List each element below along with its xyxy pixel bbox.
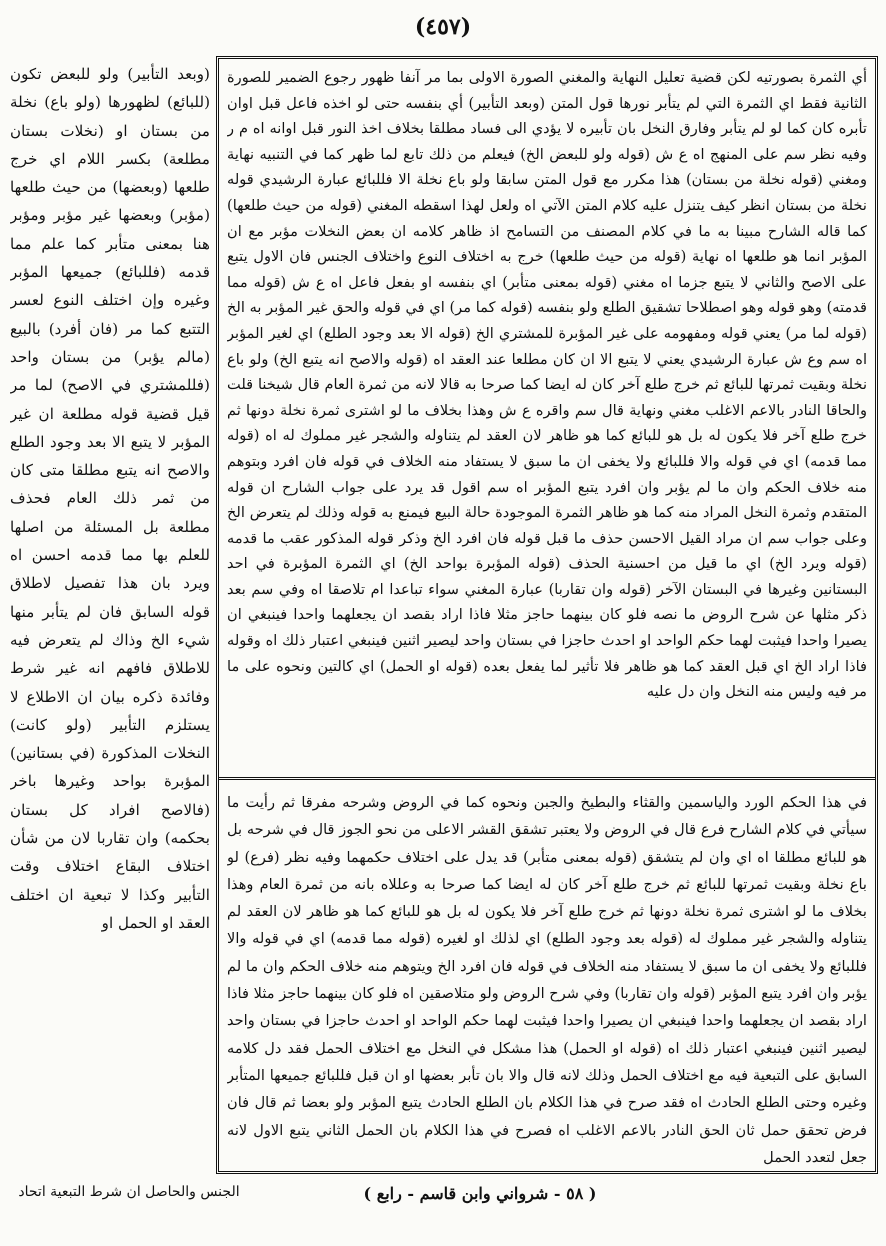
main-text-frame [216,56,878,1174]
main-commentary-bottom [227,789,867,1169]
footer-catchword: الجنس والحاصل ان شرط التبعية اتحاد [18,1184,240,1200]
footer-signature: ( ٥٨ - شرواني وابن قاسم - رابع ) [363,1184,597,1203]
main-bottom-text: في هذا الحكم الورد والياسمين والقثاء والبطيخ والجبن ونحوه كما في الروض وشرحه مفرقا ثم رأيت ما سيأتي في كلام الشارح فرع قال في الروض ولا يعتبر تشقق القشر الاعلى من نحو الجوز قال في شرحه بل هو للبائع مطلقا اه اي وان لم يتشقق (قوله بمعنى متأبر) قد يدل على اختلاف حكمهما وفيه نظر (فرع) لو باع نخلة وبقيت ثمرتها للبائع ثم خرج طلع آخر كان له ايضا كما صرحا به وعللاه بانه من ثمرة العام وهذا بخلاف ما لو اشترى ثمرة نخلة دونها ثم خرج طلع آخر فلا يكون له بل هو للبائع كما هو ظاهر لان العقد لم يتناوله والشجر غير مملوك له (قوله بعد وجود الطلع) اي لذلك او لغيره (قوله مما قدمه) اي في قوله والا فللبائع ولا يخفى ان ما سبق لا يستفاد منه الخلاف في قوله فان افرد الخ ويتوهم منه خلاف الحكم وان ما لم يؤبر وان افرد يتبع المؤبر (قوله وان تقاربا) وفي شرح الروض ولو متلاصقين اه فلو كان بينهما حاجز مثلا فاذا اراد بقصد ان يجعلهما واحدا فينبغي ان يصيرا واحدا فيثبت لهما حكم الواحد او احدث حاجزا في بستان واحد ليصير اثنين فينبغي اعتبار ذلك اه (قوله او الحمل) هذا مشكل في النخل مع اختلاف الحمل فقد دل كلامه السابق على التبعية فيه مع اختلاف الحمل وذلك لانه قال والا بان تأبر بعضها او ان قبل فللبائع جميعها المتأبر وغيره وحتى الطلع الحادث اه فقد صرح في هذا الكلام بان الطلع الحادث يتبع المؤبر ولو بعضا ثم قال فان فرض تحقق حمل ثان الحق النادر بالاعم الاغلب اه فصرح في هذا الكلام بان الحمل الثاني يتبع الاول لانه جعل لتعدد الحمل [227,794,867,1166]
main-top-text: أي الثمرة بصورتيه لكن قضية تعليل النهاية والمغني الصورة الاولى بما مر آنفا ظهور رجوع الضمير للصورة الثانية فقط اي الثمرة التي لم يتأبر نورها قول المتن (وبعد التأبير) أي بنفسه حتى لو اخذه فاعل قبل اوان تأبره كان كما لو لم يتأبر وفارق النخل بان تأبيره لا يؤدي الى فساد مطلقا بخلاف اخذ النور قبل اوانه اه م ر وفيه نظر سم على المنهج اه ع ش (قوله ولو للبعض الخ) فيعلم من ذلك تابع لما ظهر كما في التنبيه نهاية ومغني (قوله نخلة من بستان) هذا مكرر مع قول المتن سابقا ولو باع نخلة الا فللبائع عبارة الرشيدي قوله نخلة من بستان انظر كيف يتنزل عليه كلام المتن الآتي اه ولعل لهذا اسقطه المغني (قوله من حيث طلعها) كما قاله الشارح مبينا به ما في كلام المصنف من التسامح اذ ظاهر كلامه ان بعض النخلات مؤبر مع ان المؤبر انما هو طلعها اه نهاية (قوله من حيث طلعها) خرج به اختلاف النوع واختلاف الجنس فان الاول يتبع على الاصح والثاني لا يتبع جزما اه مغني (قوله بمعنى متأبر) اي بنفسه او بفعل فاعل اه ع ش (قوله مما قدمته) وهو قوله وهو اصطلاحا تشقيق الطلع ولو بنفسه (قوله كما مر) اي في قوله والحق غير المؤبر به الخ (قوله لما مر) يعني قوله ومفهومه على غير المؤبرة للمشتري الخ (قوله الا بعد وجود الطلع) اي لغير المؤبر اه سم وع ش عبارة الرشيدي يعني لا يتبع الا ان كان مطلعا عند العقد اه (قوله والاصح انه يتبع الخ) ولو باع نخلة وبقيت ثمرتها للبائع ثم خرج طلع آخر كان له ايضا كما صرحا به قالا لانه من ثمرة العام قال شيخنا قلت والحاقا النادر بالاعم الاغلب مغني ونهاية قال سم واقره ع ش وهذا بخلاف ما لو اشترى ثمرة نخلة دونها ثم خرج طلع آخر فلا يكون له بل هو للبائع كما هو ظاهر لان العقد لم يتناوله والشجر غير مملوك له اه (قوله مما قدمه) اي في قوله والا فللبائع ولا يخفى ان ما سبق لا يستفاد منه الخلاف في قوله فان افرد وبتوهم منه خلاف الحكم وان ما لم يؤبر وان افرد يتبع المؤبر اه سم اقول قد يرد على جواب الشارح ان قوله المتقدم وثمرة النخل المراد منه كما هو ظاهر الثمرة الموجودة حالة البيع فيمنع به قوله وذلك لم يتعرض الخ وعلى جواب سم ان مراد القيل الاحسن حذف ما قبل قوله فان افرد الخ وذكر قوله المذكور عقب ما قدمه (قوله ويرد الخ) اي ما قيل من احسنية الحذف (قوله المؤبرة بواحد الخ) اي الثمرة المؤبرة في احد البستانين وغيرها في البستان الآخر (قوله وان تقاربا) عبارة المغني سواء تباعدا ام تلاصقا اه وفي سم بعد ذكر مثلها عن شرح الروض ما نصه فلو كان بينهما حاجز مثلا فاذا اراد بقصد ان يجعلهما واحدا فينبغي ان يصيرا واحدا فيثبت لهما حكم الواحد او احدث حاجزا في بستان واحد ليصير اثنين فينبغي اعتبار ذلك اه وقوله فاذا اراد الخ اي قبل العقد كما هو ظاهر فلا تأثير لما يفعل بعده (قوله او الحمل) اي كالتين ونحوه على ما مر فيه وليس منه النخل وان دل عليه [227,69,867,701]
section-divider [219,777,875,780]
main-commentary-top [227,65,867,769]
page-number: (٤٥٧) [414,14,472,40]
margin-text: (وبعد التأبير) ولو للبعض تكون (للبائع) لظهورها (ولو باع) نخلة من بستان او (نخلات بستان مطلعة) بكسر اللام اي خرج طلعها (وبعضها) من حيث طلعها (مؤبر) وبعضها غير مؤبر ومؤبر هنا بمعنى متأبر كما علم مما قدمه (فللبائع) جميعها المؤبر وغيره وإن اختلف النوع لعسر التتبع كما مر (فان أفرد) بالبيع (مالم يؤبر) من بستان واحد (فللمشتري في الاصح) لما مر قيل قضية قوله مطلعة ان غير المؤبر لا يتبع الا بعد وجود الطلع والاصح انه يتبع مطلقا متى كان من ثمر ذلك العام فحذف مطلعة بل المسئلة من اصلها للعلم بها مما قدمه احسن اه ويرد بان هذا تفصيل لاطلاق قوله السابق فان لم يتأبر منها شيء الخ وذاك لم يتعرض فيه للاطلاق فافهم انه غير شرط وفائدة ذكره بيان ان الاطلاع لا يستلزم التأبير (ولو كانت) النخلات المذكورة (في بستانين) المؤبرة بواحد وغيرها باخر (فالاصح افراد كل بستان بحكمه) وان تقاربا لان من شأن اختلاف البقاع اختلاف وقت التأبير وكذا لا تبعية ان اختلف العقد او الحمل او [10,65,210,932]
margin-commentary [10,60,210,1180]
